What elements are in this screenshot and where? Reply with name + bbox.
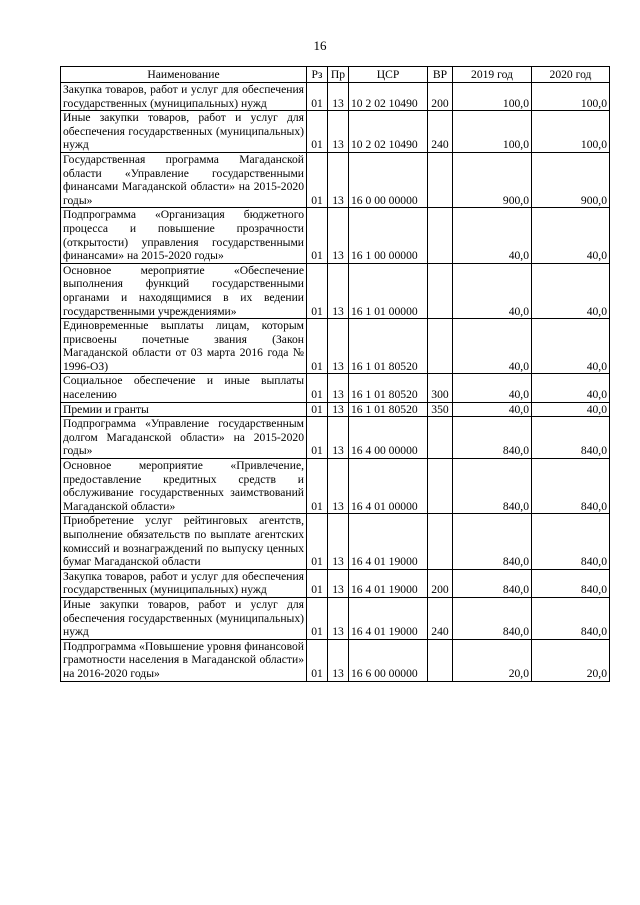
cell-2020: 840,0 (532, 569, 610, 597)
cell-rz: 01 (307, 152, 328, 207)
table-row (61, 374, 610, 402)
cell-2020: 840,0 (532, 597, 610, 639)
cell-rz: 01 (307, 208, 328, 263)
cell-2020: 40,0 (532, 319, 610, 374)
cell-2019: 40,0 (453, 402, 532, 417)
cell-vr (428, 417, 453, 459)
cell-rz: 01 (307, 319, 328, 374)
cell-2019: 840,0 (453, 569, 532, 597)
cell-csr: 16 6 00 00000 (349, 639, 428, 681)
cell-csr: 16 4 01 19000 (349, 597, 428, 639)
cell-2019: 40,0 (453, 319, 532, 374)
cell-csr: 16 1 00 00000 (349, 208, 428, 263)
table-row (61, 597, 610, 639)
cell-csr: 16 4 00 00000 (349, 417, 428, 459)
cell-rz: 01 (307, 402, 328, 417)
table-body (61, 83, 610, 682)
cell-vr: 240 (428, 597, 453, 639)
cell-2019: 40,0 (453, 374, 532, 402)
cell-pr: 13 (328, 639, 349, 681)
cell-pr: 13 (328, 597, 349, 639)
cell-2019: 20,0 (453, 639, 532, 681)
cell-name: Подпрограмма «Управление государственным долгом Магаданской области» на 2015-2020 годы» (61, 417, 307, 459)
cell-pr: 13 (328, 374, 349, 402)
header-pr: Пр (328, 67, 349, 83)
cell-name: Подпрограмма «Организация бюджетного процесса и повышение прозрачности (открытости) управления государственными финансами» на 2015-2020 годы» (61, 208, 307, 263)
cell-csr: 16 1 01 80520 (349, 374, 428, 402)
cell-csr: 16 4 01 00000 (349, 459, 428, 514)
table-row (61, 569, 610, 597)
table-row (61, 639, 610, 681)
cell-2019: 840,0 (453, 417, 532, 459)
cell-vr (428, 319, 453, 374)
cell-2020: 840,0 (532, 514, 610, 569)
page-number: 16 (313, 38, 327, 53)
cell-2020: 40,0 (532, 263, 610, 318)
cell-pr: 13 (328, 514, 349, 569)
table-row (61, 402, 610, 417)
cell-csr: 10 2 02 10490 (349, 111, 428, 153)
cell-csr: 16 1 01 00000 (349, 263, 428, 318)
cell-pr: 13 (328, 152, 349, 207)
table-row (61, 319, 610, 374)
cell-vr (428, 639, 453, 681)
cell-vr (428, 263, 453, 318)
header-2019: 2019 год (453, 67, 532, 83)
cell-vr: 350 (428, 402, 453, 417)
cell-rz: 01 (307, 569, 328, 597)
cell-name: Единовременные выплаты лицам, которым присвоены почетные звания (Закон Магаданской области от 03 марта 2016 года № 1996-ОЗ) (61, 319, 307, 374)
cell-pr: 13 (328, 111, 349, 153)
cell-csr: 16 0 00 00000 (349, 152, 428, 207)
table-row (61, 514, 610, 569)
cell-csr: 16 4 01 19000 (349, 569, 428, 597)
cell-pr: 13 (328, 319, 349, 374)
budget-table (60, 66, 610, 682)
header-csr: ЦСР (349, 67, 428, 83)
cell-name: Государственная программа Магаданской области «Управление государственными финансами Магаданской области» на 2015-2020 годы» (61, 152, 307, 207)
cell-name: Приобретение услуг рейтинговых агентств, выполнение обязательств по выплате агентских комиссий и вознаграждений по выпуску ценных бумаг Магаданской области (61, 514, 307, 569)
cell-name: Основное мероприятие «Привлечение, предоставление кредитных средств и обслуживание государственных заимствований Магаданской области» (61, 459, 307, 514)
cell-2020: 20,0 (532, 639, 610, 681)
cell-2020: 40,0 (532, 374, 610, 402)
cell-vr: 300 (428, 374, 453, 402)
cell-pr: 13 (328, 417, 349, 459)
table-row (61, 152, 610, 207)
cell-name: Подпрограмма «Повышение уровня финансовой грамотности населения в Магаданской области» на 2016-2020 годы» (61, 639, 307, 681)
cell-vr (428, 208, 453, 263)
table-row (61, 263, 610, 318)
cell-vr (428, 459, 453, 514)
cell-rz: 01 (307, 597, 328, 639)
header-name: Наименование (61, 67, 307, 83)
cell-rz: 01 (307, 83, 328, 111)
table-row (61, 208, 610, 263)
header-2020: 2020 год (532, 67, 610, 83)
cell-pr: 13 (328, 83, 349, 111)
cell-rz: 01 (307, 111, 328, 153)
cell-rz: 01 (307, 374, 328, 402)
cell-pr: 13 (328, 208, 349, 263)
cell-vr: 240 (428, 111, 453, 153)
cell-2020: 40,0 (532, 208, 610, 263)
cell-2019: 40,0 (453, 263, 532, 318)
cell-2020: 840,0 (532, 417, 610, 459)
cell-rz: 01 (307, 417, 328, 459)
cell-2020: 100,0 (532, 83, 610, 111)
table-row (61, 459, 610, 514)
cell-vr: 200 (428, 569, 453, 597)
cell-name: Основное мероприятие «Обеспечение выполнения функций государственными органами и находящимися в их ведении государственными учреждениями» (61, 263, 307, 318)
table-row (61, 83, 610, 111)
cell-rz: 01 (307, 514, 328, 569)
cell-name: Иные закупки товаров, работ и услуг для обеспечения государственных (муниципальных) нужд (61, 597, 307, 639)
cell-vr (428, 514, 453, 569)
cell-rz: 01 (307, 263, 328, 318)
cell-csr: 16 1 01 80520 (349, 319, 428, 374)
cell-pr: 13 (328, 402, 349, 417)
cell-name: Премии и гранты (61, 402, 307, 417)
cell-2020: 900,0 (532, 152, 610, 207)
cell-csr: 10 2 02 10490 (349, 83, 428, 111)
cell-2019: 40,0 (453, 208, 532, 263)
cell-2019: 840,0 (453, 459, 532, 514)
cell-2019: 100,0 (453, 83, 532, 111)
cell-pr: 13 (328, 263, 349, 318)
cell-2019: 100,0 (453, 111, 532, 153)
cell-rz: 01 (307, 459, 328, 514)
cell-pr: 13 (328, 459, 349, 514)
cell-2020: 840,0 (532, 459, 610, 514)
cell-pr: 13 (328, 569, 349, 597)
cell-2019: 840,0 (453, 597, 532, 639)
table-header-row (61, 67, 610, 83)
table-row (61, 111, 610, 153)
cell-2019: 840,0 (453, 514, 532, 569)
cell-2019: 900,0 (453, 152, 532, 207)
cell-name: Закупка товаров, работ и услуг для обеспечения государственных (муниципальных) нужд (61, 83, 307, 111)
cell-2020: 40,0 (532, 402, 610, 417)
cell-csr: 16 4 01 19000 (349, 514, 428, 569)
cell-name: Иные закупки товаров, работ и услуг для обеспечения государственных (муниципальных) нужд (61, 111, 307, 153)
cell-name: Социальное обеспечение и иные выплаты населению (61, 374, 307, 402)
cell-rz: 01 (307, 639, 328, 681)
header-vr: ВР (428, 67, 453, 83)
cell-name: Закупка товаров, работ и услуг для обеспечения государственных (муниципальных) нужд (61, 569, 307, 597)
cell-vr (428, 152, 453, 207)
cell-csr: 16 1 01 80520 (349, 402, 428, 417)
header-rz: Рз (307, 67, 328, 83)
cell-vr: 200 (428, 83, 453, 111)
table-row (61, 417, 610, 459)
cell-2020: 100,0 (532, 111, 610, 153)
